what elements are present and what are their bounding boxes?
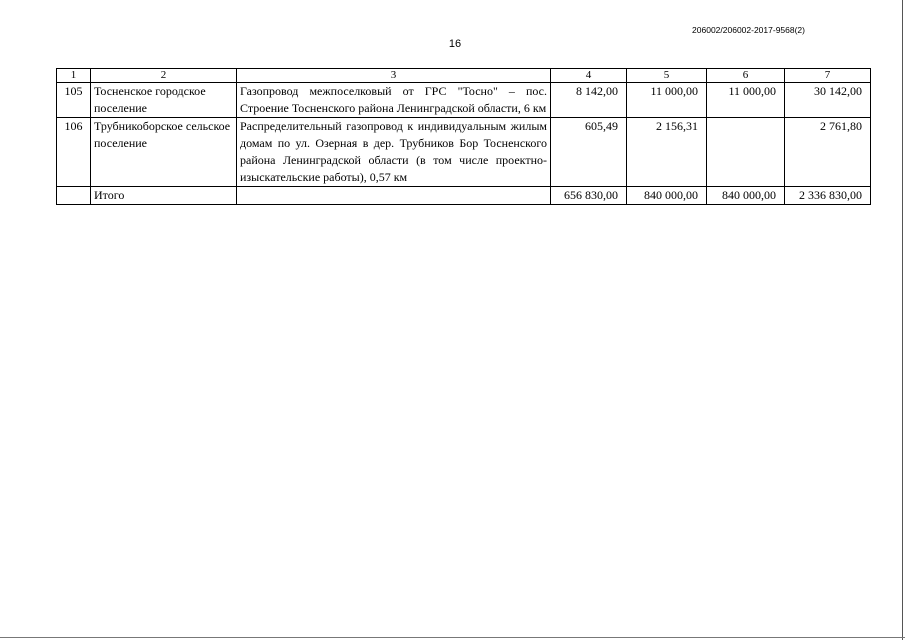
settlement-name: Трубникоборское сельское поселение <box>91 118 237 187</box>
settlement-name: Тосненское городское поселение <box>91 83 237 118</box>
column-header: 1 <box>57 69 91 83</box>
table-row <box>57 83 871 118</box>
object-description: Газопровод межпоселковый от ГРС "Тосно" – пос. Строение Тосненского района Ленинградской области, 6 км <box>237 83 551 118</box>
value-col-5: 11 000,00 <box>627 83 707 118</box>
page-number: 16 <box>448 38 462 50</box>
total-col-4: 656 830,00 <box>551 187 627 205</box>
column-header: 7 <box>785 69 871 83</box>
value-col-6 <box>707 118 785 187</box>
column-header: 5 <box>627 69 707 83</box>
value-col-5: 2 156,31 <box>627 118 707 187</box>
total-description-cell <box>237 187 551 205</box>
row-index: 105 <box>57 83 91 118</box>
table-header-row <box>57 69 871 83</box>
document-id: 206002/206002-2017-9568(2) <box>692 25 805 35</box>
value-col-7: 30 142,00 <box>785 83 871 118</box>
total-col-5: 840 000,00 <box>627 187 707 205</box>
total-col-7: 2 336 830,00 <box>785 187 871 205</box>
column-header: 4 <box>551 69 627 83</box>
value-col-6: 11 000,00 <box>707 83 785 118</box>
total-label: Итого <box>91 187 237 205</box>
column-header: 3 <box>237 69 551 83</box>
value-col-4: 605,49 <box>551 118 627 187</box>
total-row <box>57 187 871 205</box>
total-col-6: 840 000,00 <box>707 187 785 205</box>
value-col-7: 2 761,80 <box>785 118 871 187</box>
object-description: Распределительный газопровод к индивидуальным жилым домам по ул. Озерная в дер. Трубников Бор Тосненского района Ленинградской области (в том числе проектно-изыскательские работы), 0,57 км <box>237 118 551 187</box>
total-index-cell <box>57 187 91 205</box>
value-col-4: 8 142,00 <box>551 83 627 118</box>
row-index: 106 <box>57 118 91 187</box>
table-row <box>57 118 871 187</box>
column-header: 6 <box>707 69 785 83</box>
page-edge-right <box>902 0 903 640</box>
data-table <box>56 68 871 205</box>
page-edge-bottom <box>0 637 905 638</box>
column-header: 2 <box>91 69 237 83</box>
